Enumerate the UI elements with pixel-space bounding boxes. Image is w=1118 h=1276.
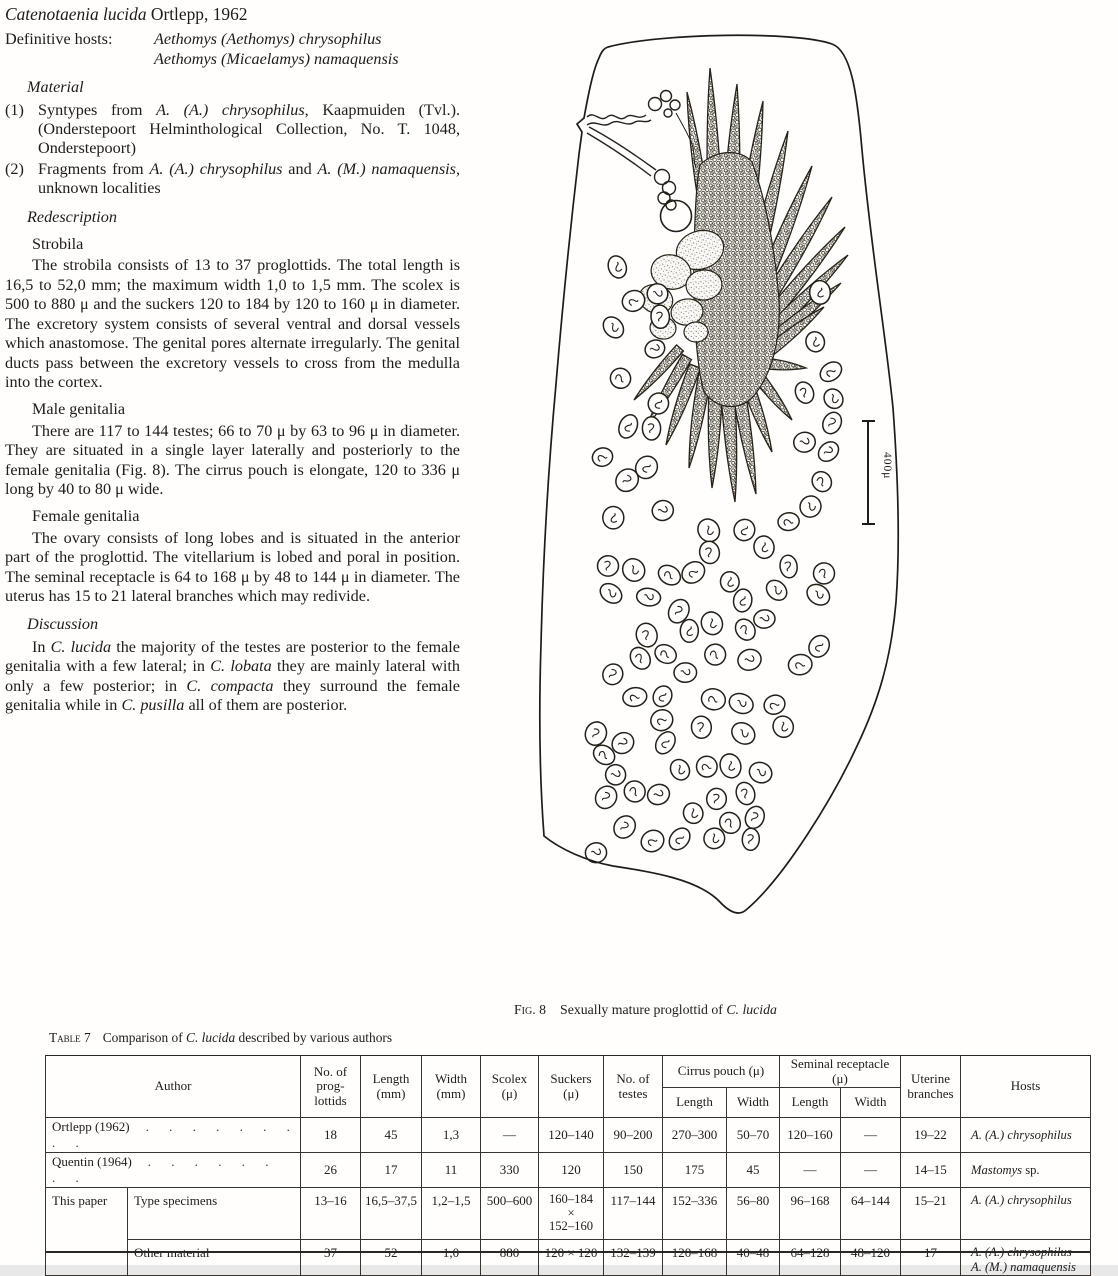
material-item-1 bbox=[5, 101, 460, 159]
cell-width: 1,3 bbox=[422, 1118, 481, 1153]
cell-width: 11 bbox=[422, 1153, 481, 1188]
author-cell bbox=[46, 1153, 301, 1188]
host-species: A. (A.) chrysophilus bbox=[971, 1127, 1072, 1142]
col-header-length: Length (mm) bbox=[361, 1056, 422, 1118]
cell-scolex bbox=[481, 1240, 539, 1276]
cirrus-coil bbox=[670, 100, 680, 110]
male-genitalia-heading: Male genitalia bbox=[32, 400, 126, 419]
cell-proglottids: 13–16 bbox=[301, 1188, 361, 1240]
discussion-paragraph bbox=[5, 638, 460, 716]
col-header-hosts: Hosts bbox=[961, 1056, 1091, 1118]
discussion-text: the majority of the testes are posterior to the female genitalia with a few lateral; in bbox=[5, 637, 460, 676]
figure-caption-text: Sexually mature proglottid of bbox=[560, 1002, 727, 1017]
species-name: A. (A.) chrysophilus bbox=[149, 159, 283, 178]
cell-scolex: 500–600 bbox=[481, 1188, 539, 1240]
table-title bbox=[49, 1030, 1091, 1046]
genital-ducts bbox=[587, 91, 696, 211]
cell-testes bbox=[604, 1240, 663, 1276]
species-heading bbox=[5, 5, 460, 24]
cell-testes: 117–144 bbox=[604, 1188, 663, 1240]
cell-hosts bbox=[961, 1118, 1091, 1153]
cell-proglottids bbox=[301, 1240, 361, 1276]
cirrus-pouch-line bbox=[587, 133, 651, 176]
cell-cirrus-width bbox=[727, 1240, 780, 1276]
col-header-scolex: Scolex (μ) bbox=[481, 1056, 539, 1118]
col-header-testes: No. of testes bbox=[604, 1056, 663, 1118]
cell-cirrus-width: 50–70 bbox=[727, 1118, 780, 1153]
item-number: (2) bbox=[5, 159, 24, 178]
item-text: Kaapmuiden (Tvl.). (Onderstepoort Helminthological Collection, No. T. 1048, Onderstepoort) bbox=[38, 100, 461, 158]
cell-testes: 150 bbox=[604, 1153, 663, 1188]
cell-cirrus-length bbox=[663, 1240, 727, 1276]
col-header-author: Author bbox=[46, 1056, 301, 1118]
comparison-table bbox=[45, 1055, 1091, 1276]
species-name: C. lobata bbox=[210, 657, 272, 676]
host-species: Mastomys bbox=[971, 1162, 1023, 1177]
author-cell bbox=[128, 1240, 301, 1276]
cell-scolex: 330 bbox=[481, 1153, 539, 1188]
author-group-cell: This paper bbox=[46, 1188, 128, 1276]
cell-width: 1,2–1,5 bbox=[422, 1188, 481, 1240]
definitive-hosts bbox=[5, 30, 460, 69]
hosts-label: Definitive hosts: bbox=[5, 30, 113, 49]
cirrus-pouch-line bbox=[589, 127, 656, 170]
cirrus-duct bbox=[587, 115, 646, 119]
cell-suckers: 120–140 bbox=[539, 1118, 604, 1153]
table-header bbox=[46, 1056, 1091, 1118]
cell-seminal-length: 120–160 bbox=[780, 1118, 841, 1153]
table-row bbox=[46, 1153, 1091, 1188]
cell-suckers: 160–184 × 152–160 bbox=[539, 1188, 604, 1240]
col-group-seminal-receptacle: Seminal receptacle (μ) bbox=[780, 1056, 901, 1088]
cell-hosts bbox=[961, 1188, 1091, 1240]
species-name: C. pusilla bbox=[121, 696, 185, 714]
discussion-text: all of them are posterior. bbox=[184, 696, 348, 714]
cell-hosts bbox=[961, 1240, 1091, 1276]
page-bottom-rule bbox=[45, 1251, 1090, 1253]
cell-suckers: 120 bbox=[539, 1153, 604, 1188]
discussion-heading: Discussion bbox=[27, 615, 99, 634]
table-title-label: Table 7 bbox=[49, 1030, 91, 1045]
table-row bbox=[46, 1240, 1091, 1276]
col-header-width: Width (mm) bbox=[422, 1056, 481, 1118]
cell-seminal-width: — bbox=[841, 1153, 901, 1188]
scale-bar-label: 400μ bbox=[881, 452, 893, 480]
col-header-cirrus-width: Width bbox=[727, 1088, 780, 1118]
item-text: Fragments from bbox=[38, 159, 150, 178]
author-cell bbox=[46, 1118, 301, 1153]
item-number: (1) bbox=[5, 100, 24, 119]
cell-seminal-width bbox=[841, 1240, 901, 1276]
cirrus-coil bbox=[661, 91, 672, 102]
cell-cirrus-length: 270–300 bbox=[663, 1118, 727, 1153]
table-row bbox=[46, 1188, 1091, 1240]
figure-caption-label: Fig. 8 bbox=[514, 1002, 547, 1017]
host-item: Aethomys (Micaelamys) namaquensis bbox=[154, 49, 399, 68]
item-text: Syntypes from bbox=[38, 100, 157, 119]
species-name: C. compacta bbox=[186, 676, 274, 695]
discussion-text: In bbox=[32, 637, 51, 656]
cell-length bbox=[361, 1240, 422, 1276]
proglottid-figure bbox=[530, 26, 962, 926]
female-genitalia-heading: Female genitalia bbox=[32, 507, 140, 526]
author-cell: Type specimens bbox=[128, 1188, 301, 1240]
species-name: Catenotaenia lucida bbox=[5, 4, 147, 24]
discussion-text: they surround the female genitalia while in bbox=[5, 676, 460, 714]
cell-uterine bbox=[901, 1240, 961, 1276]
text-column bbox=[5, 5, 460, 715]
col-header-seminal-width: Width bbox=[841, 1088, 901, 1118]
table-title-text: Comparison of bbox=[102, 1030, 187, 1045]
col-header-uterine-branches: Uterine branches bbox=[901, 1056, 961, 1118]
host-item: Aethomys (Aethomys) chrysophilus bbox=[154, 30, 382, 49]
dot-leader: . . . . . . . . . bbox=[52, 1119, 295, 1150]
table-title-text: described by various authors bbox=[235, 1030, 393, 1045]
comparison-table-section bbox=[45, 1030, 1091, 1276]
cell-length: 16,5–37,5 bbox=[361, 1188, 422, 1240]
species-name: A. (M.) namaquensis, bbox=[317, 159, 460, 178]
strobila-paragraph: The strobila consists of 13 to 37 proglottids. The total length is 16,5 to 52,0 mm; the maximum width 1,0 to 1,5 mm. The scolex is 500 to 880 μ and the suckers 120 to 184 by 120 to 160 μ in diameter. The excretory system consists of several ventral and dorsal vessels which anastomose. The genital pores alternate irregularly. The genital ducts pass between the excretory vessels to cross from the medulla into the cortex. bbox=[5, 256, 460, 391]
cell-seminal-length bbox=[780, 1240, 841, 1276]
discussion-text: they are mainly lateral with only a few posterior; in bbox=[5, 657, 460, 695]
material-item-2 bbox=[5, 160, 460, 199]
col-header-cirrus-length: Length bbox=[663, 1088, 727, 1118]
table-row bbox=[46, 1118, 1091, 1153]
cell-length: 17 bbox=[361, 1153, 422, 1188]
cell-seminal-length: — bbox=[780, 1153, 841, 1188]
col-group-cirrus-pouch: Cirrus pouch (μ) bbox=[663, 1056, 780, 1088]
cell-seminal-width: — bbox=[841, 1118, 901, 1153]
male-genitalia-paragraph: There are 117 to 144 testes; 66 to 70 μ by 63 to 96 μ in diameter. They are situated in a single layer laterally and posteriorly to the female genitalia (Fig. 8). The cirrus pouch is elongate, 120 to 336 μ long by 40 to 80 μ wide. bbox=[5, 421, 460, 498]
cell-seminal-width: 64–144 bbox=[841, 1188, 901, 1240]
cirrus-coil bbox=[664, 109, 672, 117]
col-header-seminal-length: Length bbox=[780, 1088, 841, 1118]
material-heading: Material bbox=[27, 78, 84, 97]
cell-width bbox=[422, 1240, 481, 1276]
duct-loop bbox=[658, 192, 670, 204]
redescription-heading: Redescription bbox=[27, 207, 117, 226]
cirrus-duct bbox=[587, 120, 651, 125]
item-text: unknown localities bbox=[38, 179, 161, 198]
cell-cirrus-width: 45 bbox=[727, 1153, 780, 1188]
host-suffix: sp. bbox=[1022, 1162, 1040, 1177]
cell-cirrus-width: 56–80 bbox=[727, 1188, 780, 1240]
species-name: C. lucida bbox=[726, 1002, 777, 1017]
hosts-list bbox=[154, 30, 399, 69]
cell-suckers bbox=[539, 1240, 604, 1276]
cell-uterine: 14–15 bbox=[901, 1153, 961, 1188]
cell-cirrus-length: 152–336 bbox=[663, 1188, 727, 1240]
cell-length: 45 bbox=[361, 1118, 422, 1153]
species-name: C. lucida bbox=[50, 637, 112, 656]
author-name: Quentin (1964) bbox=[52, 1154, 132, 1169]
cell-testes: 90–200 bbox=[604, 1118, 663, 1153]
cell-seminal-length: 96–168 bbox=[780, 1188, 841, 1240]
scale-bar bbox=[862, 421, 893, 524]
figure-caption bbox=[514, 1002, 974, 1018]
female-genitalia-paragraph: The ovary consists of long lobes and is situated in the anterior part of the proglottid. The vitellarium is lobed and poral in position. The seminal receptacle is 64 to 168 μ by 48 to 144 μ in diameter. The uterus has 15 to 21 lateral branches which may redivide. bbox=[5, 528, 460, 605]
item-text: and bbox=[282, 159, 318, 178]
strobila-heading: Strobila bbox=[32, 235, 84, 254]
host-species: A. (A.) chrysophilus bbox=[971, 1193, 1072, 1207]
cirrus-coil bbox=[649, 98, 662, 111]
col-header-proglottids: No. of prog- lottids bbox=[301, 1056, 361, 1118]
species-name: C. lucida bbox=[186, 1030, 236, 1045]
species-authority: Ortlepp, 1962 bbox=[146, 4, 248, 24]
cell-cirrus-length: 175 bbox=[663, 1153, 727, 1188]
cell-uterine: 19–22 bbox=[901, 1118, 961, 1153]
cell-proglottids: 18 bbox=[301, 1118, 361, 1153]
cell-scolex: — bbox=[481, 1118, 539, 1153]
cell-hosts bbox=[961, 1153, 1091, 1188]
cell-uterine: 15–21 bbox=[901, 1188, 961, 1240]
col-header-suckers: Suckers (μ) bbox=[539, 1056, 604, 1118]
cell-proglottids: 26 bbox=[301, 1153, 361, 1188]
species-name: A. (A.) chrysophilus, bbox=[156, 100, 309, 119]
host-species: A. (M.) namaquensis bbox=[971, 1259, 1076, 1274]
dot-leader: . . . . . . . . bbox=[52, 1154, 274, 1185]
author-name: Ortlepp (1962) bbox=[52, 1119, 130, 1134]
